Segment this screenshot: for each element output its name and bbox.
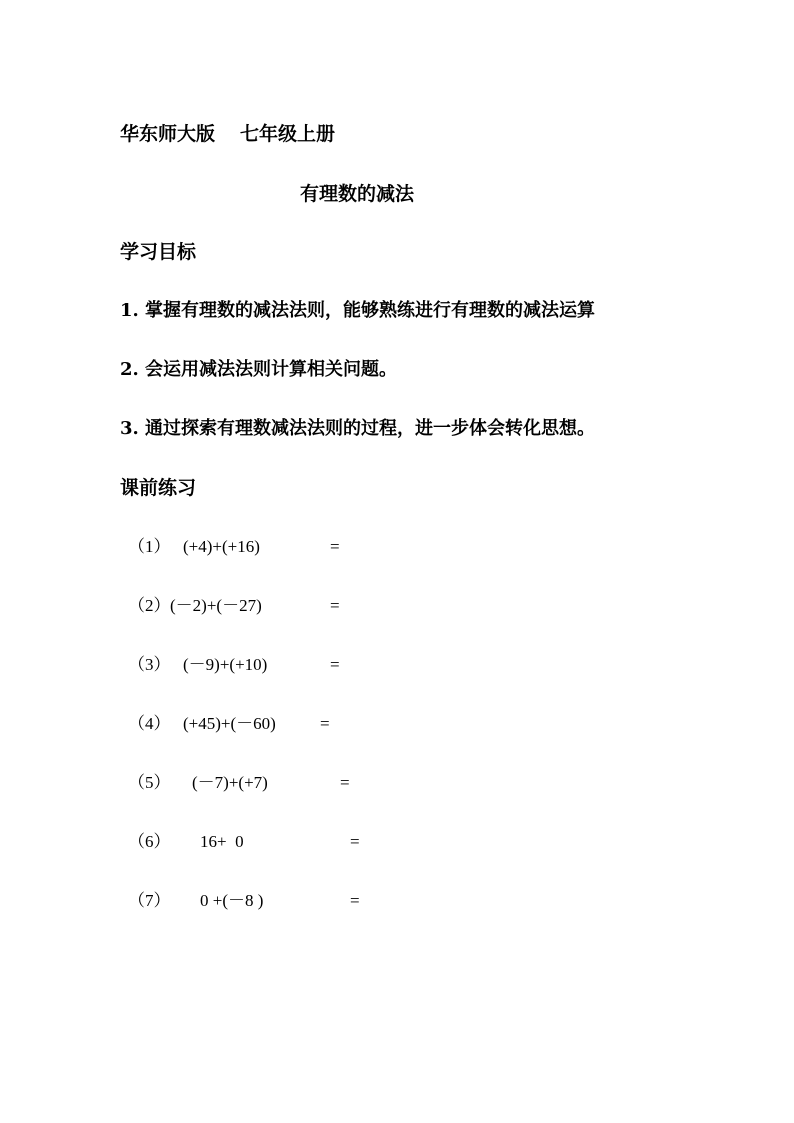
exercise-number: （4） — [128, 714, 171, 733]
equals-sign: = — [330, 655, 340, 674]
equals-sign: = — [320, 714, 330, 733]
exercise-expression: (－7)+(+7) — [192, 773, 268, 792]
equals-sign: = — [340, 773, 350, 792]
exercise-row-1 — [120, 535, 340, 559]
exercise-number: （2） — [128, 596, 171, 615]
exercise-row-7 — [120, 889, 360, 913]
exercise-number: （7） — [128, 891, 171, 910]
exercise-row-6 — [120, 830, 360, 854]
exercise-expression: (－2)+(－27) — [170, 596, 262, 615]
exercise-row-5 — [120, 771, 350, 795]
exercise-number: （3） — [128, 655, 171, 674]
exercise-number: （1） — [128, 537, 171, 556]
exercise-expression: (－9)+(+10) — [183, 655, 268, 674]
header-grade: 七年级上册 — [240, 123, 336, 145]
equals-sign: = — [330, 596, 340, 615]
objective-item-2: 2. 会运用减法法则计算相关问题。 — [120, 359, 398, 380]
exercise-expression: 0 +(－8 ) — [200, 891, 264, 910]
objective-item-3: 3. 通过探索有理数减法法则的过程，进一步体会转化思想。 — [120, 418, 596, 439]
exercise-number: （5） — [128, 773, 171, 792]
exercise-expression: 16+ 0 — [200, 832, 244, 851]
objective-item-1: 1. 掌握有理数的减法法则，能够熟练进行有理数的减法运算 — [120, 300, 596, 321]
equals-sign: = — [330, 537, 340, 556]
exercise-number: （6） — [128, 832, 171, 851]
practice-heading: 课前练习 — [120, 477, 197, 499]
exercise-row-3 — [120, 653, 340, 677]
document-title: 有理数的减法 — [300, 183, 415, 205]
exercise-row-2 — [120, 594, 340, 618]
equals-sign: = — [350, 891, 360, 910]
objectives-heading: 学习目标 — [120, 241, 197, 263]
exercise-expression: (+45)+(－60) — [183, 714, 276, 733]
equals-sign: = — [350, 832, 360, 851]
exercise-row-4 — [120, 712, 330, 736]
exercise-expression: (+4)+(+16) — [183, 537, 260, 556]
header-publisher: 华东师大版 — [120, 123, 216, 145]
